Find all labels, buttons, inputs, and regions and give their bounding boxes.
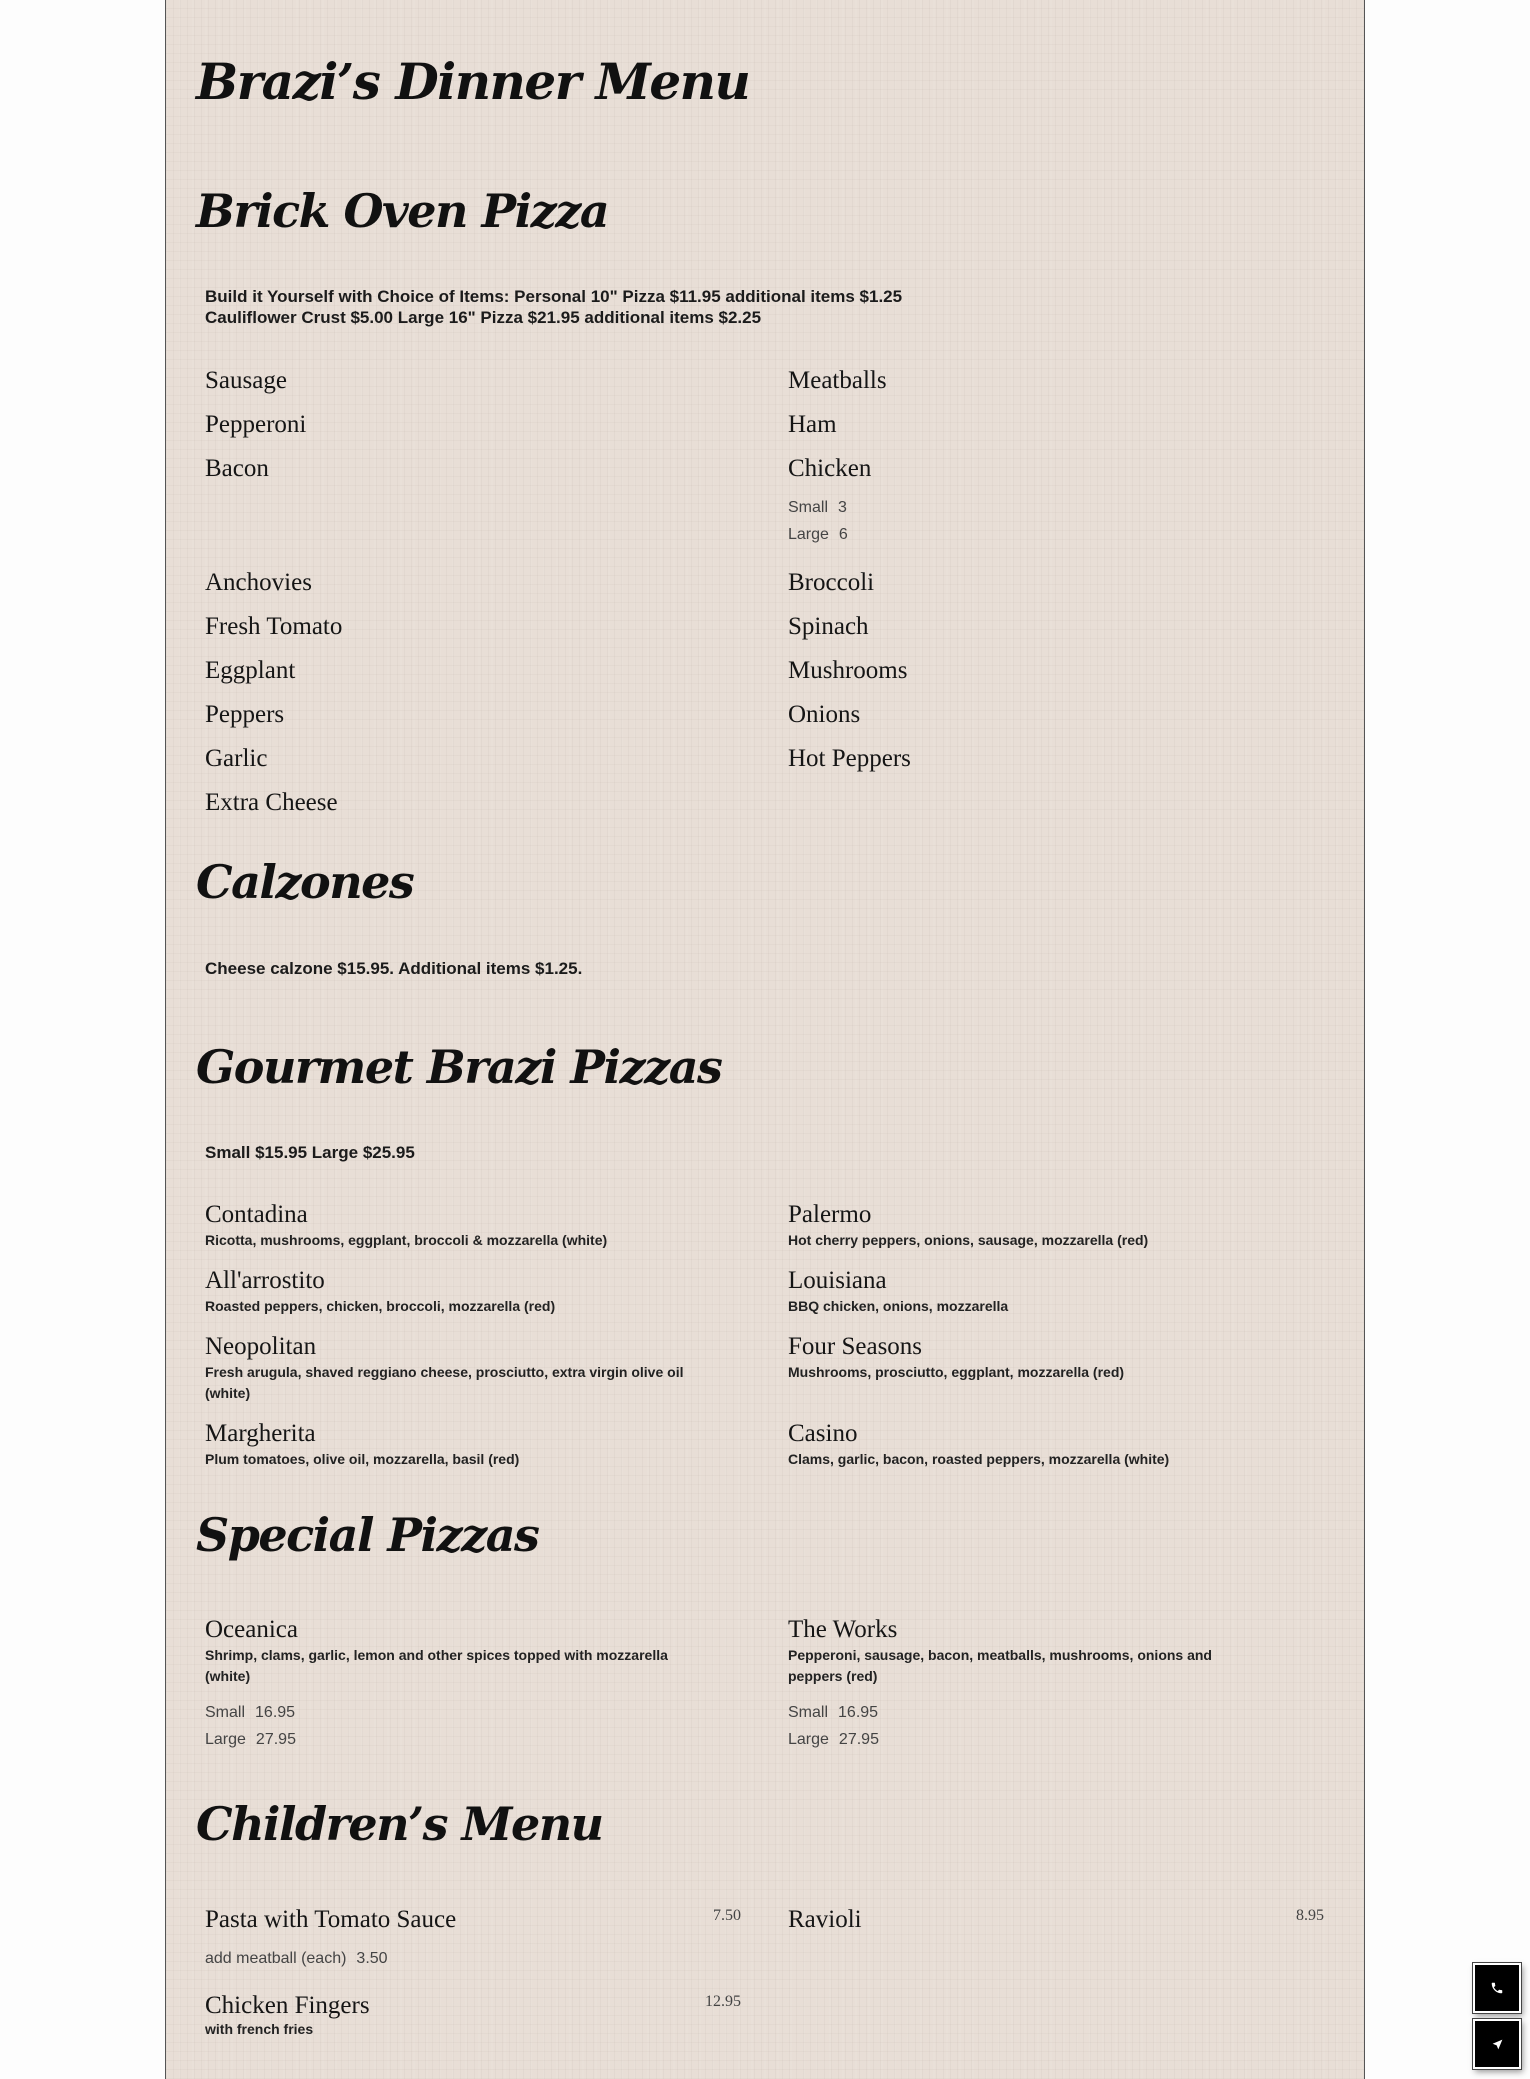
topping-item: Hot Peppers <box>788 745 911 772</box>
pizza-name: Oceanica <box>205 1616 298 1643</box>
the-works-price-large: Large 27.95 <box>788 1731 879 1748</box>
section-heading-childrens-menu: Children’s Menu <box>196 1797 603 1851</box>
pizza-description: Hot cherry peppers, onions, sausage, mozzarella (red) <box>788 1232 1149 1248</box>
kids-item-name: Ravioli <box>788 1906 862 1933</box>
pizza-name: Palermo <box>788 1201 872 1228</box>
topping-item: Fresh Tomato <box>205 613 343 640</box>
pizza-name: Casino <box>788 1420 858 1447</box>
topping-item: Anchovies <box>205 569 312 596</box>
pizza-description: Pepperoni, sausage, bacon, meatballs, mushrooms, onions and peppers (red) <box>788 1647 1212 1684</box>
topping-item: Pepperoni <box>205 411 307 438</box>
brick-oven-intro-line-2: Cauliflower Crust $5.00 Large 16" Pizza $21.95 additional items $2.25 <box>205 308 762 327</box>
call-button[interactable] <box>1473 1963 1521 2013</box>
topping-item: Garlic <box>205 745 268 772</box>
topping-item: Onions <box>788 701 861 728</box>
section-heading-calzones: Calzones <box>196 855 414 909</box>
brick-oven-intro <box>205 286 902 328</box>
meatball-addon: add meatball (each) 3.50 <box>205 1950 388 1967</box>
pizza-name: Contadina <box>205 1201 308 1228</box>
kids-item-name: Chicken Fingers <box>205 1992 370 2019</box>
phone-icon <box>1490 1981 1504 1995</box>
kids-item-name: Pasta with Tomato Sauce <box>205 1906 457 1933</box>
pizza-name: Louisiana <box>788 1267 887 1294</box>
section-heading-gourmet-pizzas: Gourmet Brazi Pizzas <box>196 1040 722 1094</box>
topping-item: Broccoli <box>788 569 875 596</box>
oceanica-price-small: Small 16.95 <box>205 1704 296 1721</box>
pizza-description: Clams, garlic, bacon, roasted peppers, mozzarella (white) <box>788 1451 1170 1467</box>
calzones-intro: Cheese calzone $15.95. Additional items $1.25. <box>205 959 583 978</box>
pizza-description: Plum tomatoes, olive oil, mozzarella, basil (red) <box>205 1451 520 1467</box>
pizza-name: Margherita <box>205 1420 316 1447</box>
topping-item: Ham <box>788 411 837 438</box>
pizza-name: The Works <box>788 1616 898 1643</box>
directions-button[interactable] <box>1473 2019 1521 2069</box>
topping-item: Bacon <box>205 455 269 482</box>
kids-item-price: 8.95 <box>1296 1907 1324 1924</box>
pizza-description: Roasted peppers, chicken, broccoli, mozzarella (red) <box>205 1298 556 1314</box>
kids-item-price: 12.95 <box>705 1993 741 2010</box>
kids-item-description: with french fries <box>205 2021 314 2037</box>
menu-title: Brazi’s Dinner Menu <box>196 52 750 111</box>
section-heading-brick-oven-pizza: Brick Oven Pizza <box>196 184 609 238</box>
pizza-name: All'arrostito <box>205 1267 325 1294</box>
topping-item: Eggplant <box>205 657 296 684</box>
topping-item: Spinach <box>788 613 869 640</box>
pizza-description: BBQ chicken, onions, mozzarella <box>788 1298 1009 1314</box>
pizza-description: Mushrooms, prosciutto, eggplant, mozzarella (red) <box>788 1364 1125 1380</box>
chicken-price-large: Large 6 <box>788 526 848 543</box>
the-works-price-small: Small 16.95 <box>788 1704 879 1721</box>
topping-item: Mushrooms <box>788 657 908 684</box>
gourmet-intro: Small $15.95 Large $25.95 <box>205 1143 415 1162</box>
oceanica-price-large: Large 27.95 <box>205 1731 296 1748</box>
kids-item-price: 7.50 <box>713 1907 741 1924</box>
pizza-name: Four Seasons <box>788 1333 923 1360</box>
pizza-description: Ricotta, mushrooms, eggplant, broccoli & mozzarella (white) <box>205 1232 608 1248</box>
pizza-description: Shrimp, clams, garlic, lemon and other spices topped with mozzarella (white) <box>205 1647 668 1684</box>
navigation-arrow-icon <box>1491 2038 1504 2051</box>
topping-item: Meatballs <box>788 367 887 394</box>
topping-item: Extra Cheese <box>205 789 338 816</box>
topping-item: Peppers <box>205 701 285 728</box>
brick-oven-intro-line-1: Build it Yourself with Choice of Items: Personal 10" Pizza $11.95 additional items $1.25 <box>205 287 903 306</box>
section-heading-special-pizzas: Special Pizzas <box>196 1508 539 1562</box>
topping-item: Sausage <box>205 367 287 394</box>
topping-item: Chicken <box>788 455 872 482</box>
chicken-price-small: Small 3 <box>788 499 847 516</box>
pizza-name: Neopolitan <box>205 1333 317 1360</box>
pizza-description: Fresh arugula, shaved reggiano cheese, prosciutto, extra virgin olive oil (white) <box>205 1364 684 1401</box>
